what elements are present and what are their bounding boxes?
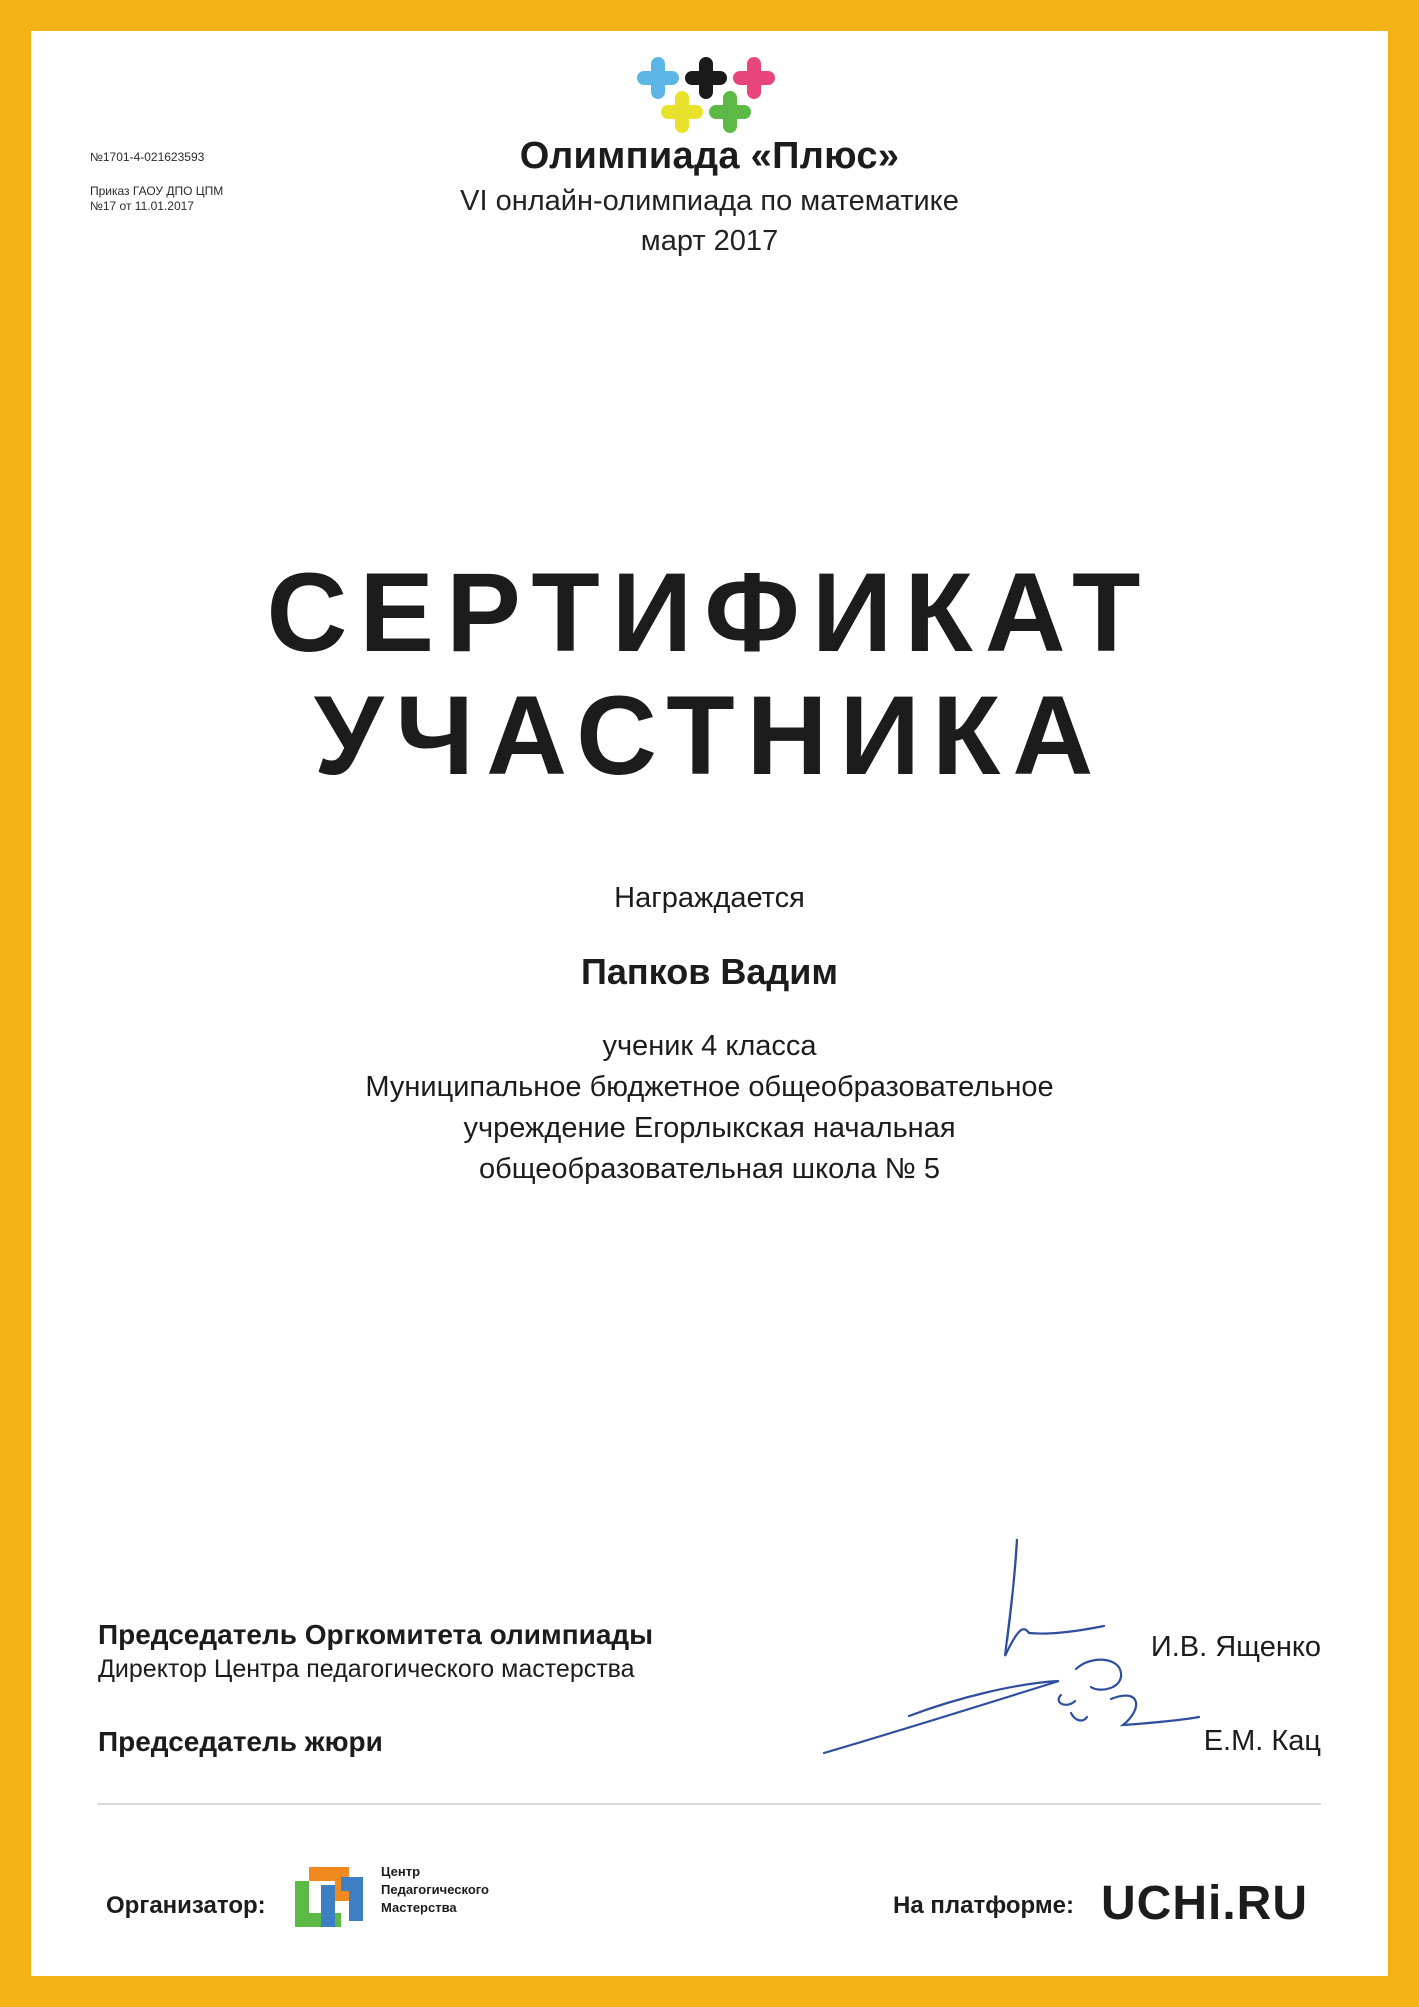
- awarded-label: Награждается: [614, 882, 805, 914]
- plus-black-icon: [685, 57, 727, 99]
- plus-pink-icon: [733, 57, 775, 99]
- certificate-title-line-2: УЧАСТНИКА: [313, 673, 1106, 798]
- jury-title: Председатель жюри: [98, 1726, 383, 1757]
- jury-name: Е.М. Кац: [1203, 1725, 1321, 1757]
- olympiad-description: VI онлайн-олимпиада по математике: [460, 185, 959, 217]
- jury-signature-icon: [1041, 1651, 1201, 1761]
- chair-name: И.В. Ященко: [1150, 1631, 1321, 1663]
- recipient-details: [31, 1026, 1388, 1190]
- certificate-title-line-1: СЕРТИФИКАТ: [266, 550, 1153, 675]
- cpm-logo-icon: [291, 1855, 371, 1935]
- olympiad-date: март 2017: [640, 225, 779, 257]
- organizer-name: [381, 1863, 489, 1917]
- organizer-line-2: Педагогического: [381, 1882, 489, 1897]
- order-line-1: Приказ ГАОУ ДПО ЦПМ: [90, 184, 224, 198]
- school-line-2: учреждение Егорлыкская начальная: [463, 1112, 956, 1144]
- organizer-line-1: Центр: [381, 1864, 421, 1879]
- organizer-label: Организатор:: [106, 1892, 266, 1919]
- plus-green-icon: [709, 91, 751, 133]
- platform-label: На платформе:: [893, 1892, 1074, 1919]
- footer-divider: [98, 1803, 1321, 1805]
- plus-yellow-icon: [661, 91, 703, 133]
- uchi-logo: UCHi.RU: [1101, 1877, 1308, 1930]
- plus-blue-icon: [637, 57, 679, 99]
- chair-title: Председатель Оргкомитета олимпиады: [98, 1619, 654, 1650]
- recipient-grade: ученик 4 класса: [602, 1030, 817, 1062]
- jury-signature-block: [98, 1726, 383, 1758]
- recipient-name: Папков Вадим: [581, 951, 838, 992]
- document-number: №1701-4-021623593: [90, 150, 205, 164]
- order-line-2: №17 от 11.01.2017: [90, 199, 194, 213]
- chair-subtitle: Директор Центра педагогического мастерства: [98, 1655, 635, 1683]
- olympiad-subtitle: [31, 181, 1388, 261]
- school-line-1: Муниципальное бюджетное общеобразовательное: [365, 1071, 1054, 1103]
- chair-signature-block: [98, 1619, 653, 1684]
- olympiad-title: Олимпиада «Плюс»: [519, 135, 900, 177]
- olympiad-plus-logo-icon: [631, 55, 781, 137]
- certificate-sheet: [31, 31, 1388, 1976]
- school-line-3: общеобразовательная школа № 5: [479, 1153, 940, 1185]
- organizer-line-3: Мастерства: [381, 1900, 457, 1915]
